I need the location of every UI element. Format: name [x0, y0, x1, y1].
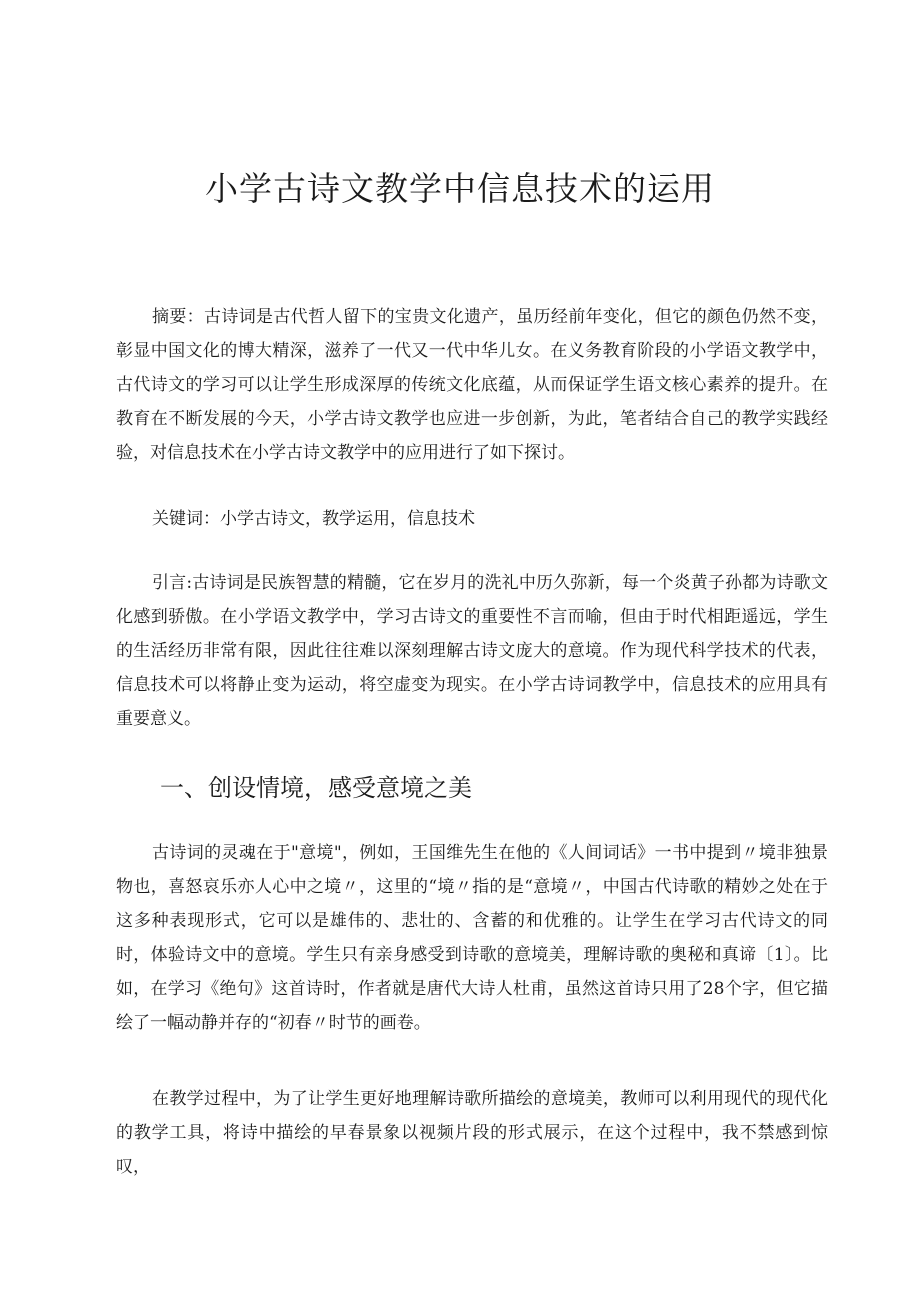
body-paragraph-2: 在教学过程中，为了让学生更好地理解诗歌所描绘的意境美，教师可以利用现代的现代化的教学工具，将诗中描绘的早春景象以视频片段的形式展示，在这个过程中，我不禁感到惊叹，: [116, 1089, 828, 1177]
abstract-paragraph: 摘要：古诗词是古代哲人留下的宝贵文化遗产，虽历经前年变化，但它的颜色仍然不变，彰显中国文化的博大精深，滋养了一代又一代中华儿女。在义务教育阶段的小学语文教学中，古代诗文的学习可以让学生形成深厚的传统文化底蕴，从而保证学生语文核心素养的提升。在教育在不断发展的今天，小学古诗文教学也应进一步创新，为此，笔者结合自己的教学实践经验，对信息技术在小学古诗文教学中的应用进行了如下探讨。: [116, 307, 828, 463]
intro-paragraph: 引言:古诗词是民族智慧的精髓，它在岁月的洗礼中历久弥新，每一个炎黄子孙都为诗歌文化感到骄傲。在小学语文教学中，学习古诗文的重要性不言而喻，但由于时代相距遥远，学生的生活经历非常有限，因此往往难以深刻理解古诗文庞大的意境。作为现代科学技术的代表，信息技术可以将静止变为运动，将空虚变为现实。在小学古诗词教学中，信息技术的应用具有重要意义。: [116, 573, 828, 729]
document-title: 小学古诗文教学中信息技术的运用: [205, 169, 715, 208]
section-heading: 一、创设情境，感受意境之美: [160, 774, 472, 802]
keywords-paragraph: 关键词：小学古诗文，教学运用，信息技术: [152, 509, 475, 529]
body-paragraph-1: 古诗词的灵魂在于"意境"，例如，王国维先生在他的《人间词话》一书中提到〃境非独景物也，喜怒哀乐亦人心中之境〃，这里的“境〃指的是“意境〃，中国古代诗歌的精妙之处在于这多种表现形式，它可以是雄伟的、悲壮的、含蓄的和优雅的。让学生在学习古代诗文的同时，体验诗文中的意境。学生只有亲身感受到诗歌的意境美，理解诗歌的奥秘和真谛〔1〕。比如，在学习《绝句》这首诗时，作者就是唐代大诗人杜甫，虽然这首诗只用了28个字，但它描绘了一幅动静并存的“初春〃时节的画卷。: [116, 843, 828, 1033]
